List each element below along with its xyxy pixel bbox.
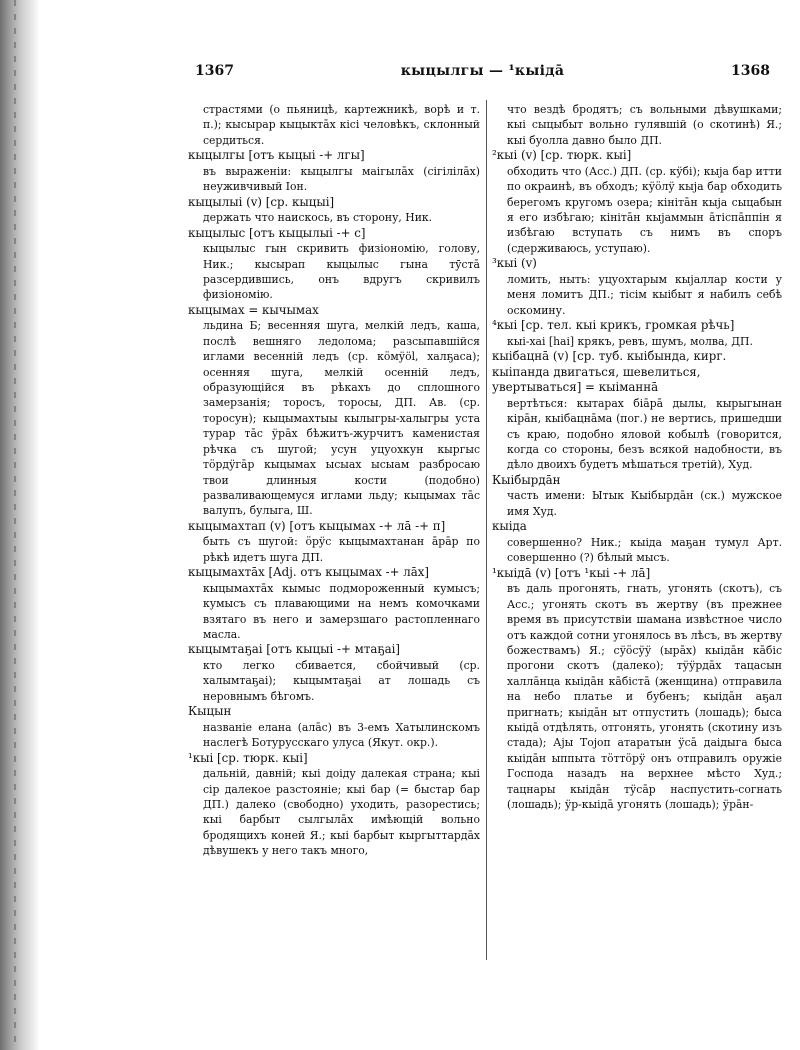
page-number-right: 1368 <box>731 63 770 79</box>
headword-line: ¹кыiдā (v) [отъ ¹кыi -+ лā] <box>492 565 651 580</box>
definition-text: кыцылыс гын скривить физiономiю, голову, Ник.; кысырап кыцылыс гына тӯстā разсердившись, онъ вдругъ скривилъ физiономiю. <box>203 242 480 302</box>
book-binding-edge <box>0 0 40 1050</box>
definition-text: въ даль прогонять, гнать, угонять (скотъ), съ Асс.; угонять скотъ въ жертву (въ прежнее время въ присутствiи шамана извѣстное число отъ каждой сотни угонялось въ лѣсъ, въ жертву божествамъ) Я.; сӱӧсӱӱ (ырāх) кыiдāн кāбiс прогони скотъ (далеко); тӱӱрдāх тацасын халлāнца кыiдāн кāбiстā (женщина) отправила на небо платье и бубенъ; кыiдāн аҕал пригнать; кыiдāн ыт отпустить (лошадь); быса кыiдā отдѣлять, отгонять, угонять (скотину изъ стада); Аjы Тојоп атаратын ӱсā даiдыга быса кыiдāн ыппыта тӧттӧрӱ онъ отправилъ оружiе Господа назадъ на верхнее мѣсто Худ.; тацнары кыiдāн тӱсāр наспустить-согнать (лошадь); ӱр-кыiдā угонять (лошадь); ӱрāн- <box>507 582 782 811</box>
definition-text: быть съ шугой: ӧрӱс кыцымахтанан āрāр по рѣкѣ идетъ шуга ДП. <box>203 535 480 564</box>
headword-line: кыцылыс [отъ кыцылыi -+ с] <box>188 225 366 240</box>
definition-text: часть имени: Ытык Кыiбырдāн (ск.) мужское имя Худ. <box>507 489 782 518</box>
definition-text: вертѣться: кытарах бiāрā дылы, кырыгынан кiрāн, кыiбацнāма (пог.) не вертись, пришедши съ краю, подобно яловой кобылѣ (говорится, когда со стороны, безъ всякой надобности, въ дѣло двоихъ будетъ мѣшаться третiй), Худ. <box>507 396 782 472</box>
headword-line: ⁴кыi [ср. тел. кыi крикъ, громкая рѣчь] <box>492 318 735 333</box>
headword-line: ³кыi (v) <box>492 256 537 271</box>
headword-line: кыцылыi (v) [ср. кыцыi] <box>188 194 335 209</box>
definition-text: страстями (о пьяницѣ, картежникѣ, ворѣ и т. п.); кысырар кыцыктāх кiсi человѣкъ, склонный сердиться. <box>203 103 480 147</box>
headword-line: кыцылгы [отъ кыцыi -+ лгы] <box>188 148 365 163</box>
headword-line: кыiда <box>492 519 527 534</box>
headword-line: ²кыi (v) [ср. тюрк. кыi] <box>492 148 632 163</box>
definition-text: совершенно? Ник.; кыiда маҕан тумул Арт. совершенно (?) бѣлый мысъ. <box>507 535 782 565</box>
definition-text: льдина Б; весенняя шуга, мелкiй ледъ, каша, послѣ вешняго ледолома; разсыпавшiйся иглами весеннiй ледъ (ср. кӧмӱöl, халҕаса); осенняя шуга, мелкiй осеннiй ледъ, образующiйся въ рѣкахъ до сплошного замерзанiя; торосъ, торосы, ДП. Ав. (ср. торосун); кыцымахтыы кылыгры-халыгры уста турар тāс ӱрāх бѣжитъ-журчитъ каменистая рѣчка съ шугой; усун уцуохкун кыргыс тӧрдӱгāр кыцымах ысыах ысыам разбросаю твои длинныя кости (подобно) разваливающемуся иглами льду; кыцымах тāс валупъ, булыга, Ш. <box>203 319 480 518</box>
page-number-left: 1367 <box>195 63 234 79</box>
definition-text: кто легко сбивается, сбойчивый (ср. халымтаҕаi); кыцымтаҕаi ат лошадь съ неровнымъ бѣгомъ. <box>203 658 480 703</box>
headword-line: кыцымахтап (v) [отъ кыцымах -+ лā -+ п] <box>188 518 446 533</box>
right-column <box>492 102 782 812</box>
definition-text: дальнiй, давнiй; кыi доiду далекая страна; кыi сiр далекое разстоянiе; кыi бар (= быстар бар ДП.) далеко (свободно) уходить, разорестись; кыi барбыт сылгылāх имѣющiй вольно бродящихъ коней Я.; кыi барбыт кыргыттардāх дѣвушекъ у него такъ много, <box>203 767 480 858</box>
headword-line: Кыiбырдāн <box>492 472 561 487</box>
headword-line: кыцымахтāх [Adj. отъ кыцымах -+ лāх] <box>188 565 430 580</box>
headword-line: кыцымтаҕаi [отъ кыцыi -+ мтаҕаi] <box>188 642 401 657</box>
definition-text: названiе елана (алāс) въ 3-емъ Хатылинскомъ наслегѣ Ботурусскаго улуса (Якут. окр.). <box>203 720 480 750</box>
headword-line: кыцымах = кычымах <box>188 302 319 317</box>
left-column <box>188 102 480 859</box>
column-divider <box>486 100 487 960</box>
definition-text: въ выраженiи: кыцылгы маiгылāх (сiгiлiлāх) неуживчивый Iон. <box>203 164 480 194</box>
running-title: кыцылгы — ¹кыiдā <box>400 63 565 79</box>
definition-text: держать что наискось, въ сторону, Ник. <box>203 211 433 225</box>
headword-line: ¹кыi [ср. тюрк. кыi] <box>188 750 308 765</box>
definition-text: кыцымахтāх кымыс подмороженный кумысъ; кумысъ съ плавающими на немъ комочками взятаго въ него и замерзшаго растопленнаго масла. <box>203 581 480 641</box>
definition-text: ломить, ныть: уцуохтарым кыјаллар кости у меня ломитъ ДП.; тiсiм кыiбыт я набилъ себѣ оскомину. <box>507 272 782 317</box>
definition-text: кыi-хаi [hai] крякъ, ревъ, шумъ, молва, ДП. <box>507 334 753 348</box>
headword-line: Кыцын <box>188 704 232 719</box>
headword-line: кыiбацнā (v) [ср. туб. кыiбында, кирг. кыiпанда двигаться, шевелиться, увертываться] = кыiманнā <box>492 349 727 395</box>
page-header <box>195 63 770 87</box>
definition-text: обходить что (Асс.) ДП. (ср. кӱбi); кыја бар итти по окраинѣ, въ обходъ; кӱӧлӱ кыја бар обходить берегомъ кругомъ озера; кiнiтāн кыја сыцабын я его избѣгаю; кiнiтāн кыјаммын āтiспāппiн я избѣгаю вступать съ нимъ въ споръ (сдерживаюсь, уступаю). <box>507 164 782 255</box>
definition-text: что вездѣ бродятъ; съ вольными дѣвушками; кыi сыцыбыт вольно гулявшiй (о скотинѣ) Я.; кыi буолла давно было ДП. <box>507 103 782 147</box>
